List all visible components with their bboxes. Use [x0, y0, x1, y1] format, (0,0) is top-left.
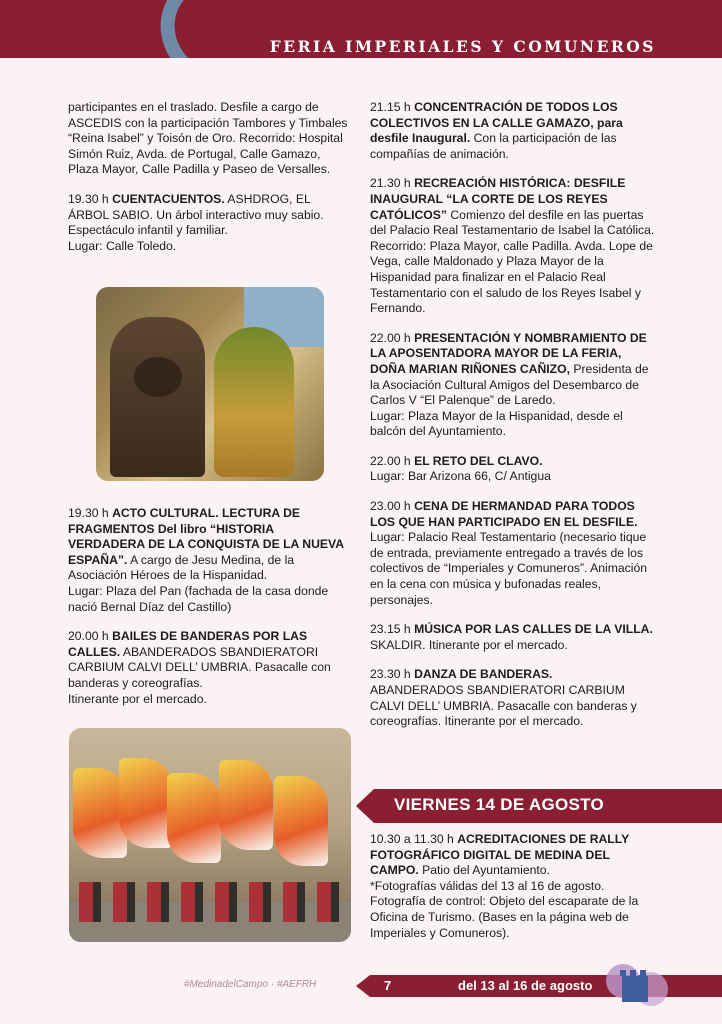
- event-block: [370, 454, 655, 485]
- event-time: 22.00 h: [370, 330, 411, 345]
- event-time: 23.15 h: [370, 622, 411, 637]
- event-body: SKALDIR. Itinerante por el mercado.: [370, 637, 568, 652]
- event-block: [68, 506, 353, 615]
- event-time: 21.15 h: [370, 100, 411, 114]
- page-number: 7: [384, 978, 392, 993]
- event-block: [370, 331, 655, 440]
- event-body: Patio del Ayuntamiento.: [422, 863, 550, 878]
- page-header: [0, 0, 722, 58]
- event-place: *Fotografías válidas del 13 al 16 de agosto. Fotografía de control: Objeto del escaparate de la Oficina de Turismo. (Bases en la página web de Imperiales y Comuneros).: [370, 878, 639, 940]
- friday-column: [370, 832, 655, 955]
- event-block: [68, 629, 353, 707]
- left-column-lower: [68, 506, 353, 721]
- footer-dates: del 13 al 16 de agosto: [458, 978, 593, 993]
- event-time: 21.30 h: [370, 176, 411, 191]
- header-title: FERIA IMPERIALES Y COMUNEROS: [269, 37, 656, 56]
- event-place: Lugar: Plaza Mayor de la Hispanidad, desde el balcón del Ayuntamiento.: [370, 408, 623, 439]
- event-block: [370, 100, 655, 162]
- photo-flag-dancers: [69, 728, 351, 942]
- event-body: Con la participación de las compañías de animación.: [370, 131, 617, 161]
- event-body: Presidenta de la Asociación Cultural Amigos del Desembarco de Carlos V “El Palenque” de Laredo.: [370, 361, 649, 408]
- event-title: DANZA DE BANDERAS.: [414, 667, 553, 682]
- event-body: ABANDERADOS SBANDIERATORI CARBIUM CALVI DELL’ UMBRIA. Pasacalle con banderas y coreografías. Itinerante por el mercado.: [370, 683, 637, 729]
- event-block: [68, 192, 353, 254]
- event-place: Lugar: Bar Arizona 66, C/ Antigua: [370, 469, 551, 484]
- event-title: ACREDITACIONES DE RALLY FOTOGRÁFICO DIGITAL DE MEDINA DEL CAMPO.: [370, 832, 629, 878]
- event-title: CUENTACUENTOS.: [112, 191, 225, 206]
- event-body: ABANDERADOS SBANDIERATORI CARBIUM CALVI DELL’ UMBRIA. Pasacalle con banderas y coreografías.: [68, 644, 331, 690]
- event-title: ACTO CULTURAL. LECTURA DE FRAGMENTOS Del libro “HISTORIA VERDADERA DE LA CONQUISTA DE LA NUEVA ESPAÑA”.: [68, 506, 344, 567]
- event-title: CONCENTRACIÓN DE TODOS LOS COLECTIVOS EN LA CALLE GAMAZO, para desfile Inaugural.: [370, 100, 623, 146]
- event-title: RECREACIÓN HISTÓRICA: DESFILE INAUGURAL “LA CORTE DE LOS REYES CATÓLICOS”: [370, 176, 626, 222]
- left-column: [68, 100, 353, 268]
- event-place: Lugar: Calle Toledo.: [68, 238, 177, 253]
- event-title: MÚSICA POR LAS CALLES DE LA VILLA.: [414, 622, 653, 637]
- event-time: 10.30 a 11.30 h: [370, 832, 454, 846]
- event-body: Lugar: Palacio Real Testamentario (necesario tique de entrada, previamente entregado a través de los colectivos de “Imperiales y Comuneros”. Animación en la cena con música y bufonadas reales, personajes.: [370, 530, 648, 607]
- event-block: [370, 176, 655, 316]
- footer-hashtags: #MedinadelCampo · #AEFRH: [184, 979, 317, 990]
- event-time: 22.00 h: [370, 453, 411, 468]
- event-block: [370, 832, 655, 941]
- event-body: A cargo de Jesu Medina, de la Asociación Héroes de la Hispanidad.: [68, 552, 295, 583]
- right-column: [370, 100, 655, 744]
- event-block: [68, 100, 353, 178]
- event-block: [370, 667, 655, 729]
- event-body: Comienzo del desfile en las puertas del Palacio Real Testamentario de Isabel la Católica.: [370, 207, 655, 238]
- event-time: 23.00 h: [370, 499, 411, 514]
- day-banner: [356, 789, 722, 823]
- event-title: EL RETO DEL CLAVO.: [414, 453, 543, 468]
- event-time: 23.30 h: [370, 667, 411, 682]
- day-banner-label: VIERNES 14 DE AGOSTO: [394, 795, 605, 814]
- event-block: [370, 622, 655, 653]
- event-body: ASHDROG, EL ÁRBOL SABIO. Un árbol interactivo muy sabio. Espectáculo infantil y familiar.: [68, 191, 324, 238]
- event-title: PRESENTACIÓN Y NOMBRAMIENTO DE LA APOSENTADORA MAYOR DE LA FERIA, DOÑA MARIAN RIÑONES CAÑIZO,: [370, 330, 647, 376]
- event-title: BAILES DE BANDERAS POR LAS CALLES.: [68, 629, 308, 659]
- event-time: 19.30 h: [68, 191, 109, 206]
- event-title: CENA DE HERMANDAD PARA TODOS LOS QUE HAN PARTICIPADO EN EL DESFILE.: [370, 499, 638, 529]
- castle-logo-icon: [606, 958, 676, 1008]
- photo-storyteller-tree: [96, 287, 324, 481]
- event-time: 20.00 h: [68, 629, 109, 644]
- event-time: 19.30 h: [68, 506, 109, 520]
- event-place: Itinerante por el mercado.: [68, 691, 207, 706]
- event-place: Lugar: Plaza del Pan (fachada de la casa donde nació Bernal Díaz del Castillo): [68, 583, 329, 614]
- event-block: [370, 499, 655, 608]
- event-place: Recorrido: Plaza Mayor, calle Padilla. Avda. Lope de Vega, calle Maldonado y Plaza Mayor de la Hispanidad para finalizar en el Palacio Real Testamentario con el saludo de los Reyes Isabel y Fernando.: [370, 238, 653, 316]
- event-continuation-text: participantes en el traslado. Desfile a cargo de ASCEDIS con la participación Tambores y Timbales “Reina Isabel” y Toisón de Oro. Recorrido: Hospital Simón Ruiz, Avda. de Portugal, Calle Gamazo, Plaza Mayor, Calle Padilla y Paseo de Versalles.: [68, 100, 348, 177]
